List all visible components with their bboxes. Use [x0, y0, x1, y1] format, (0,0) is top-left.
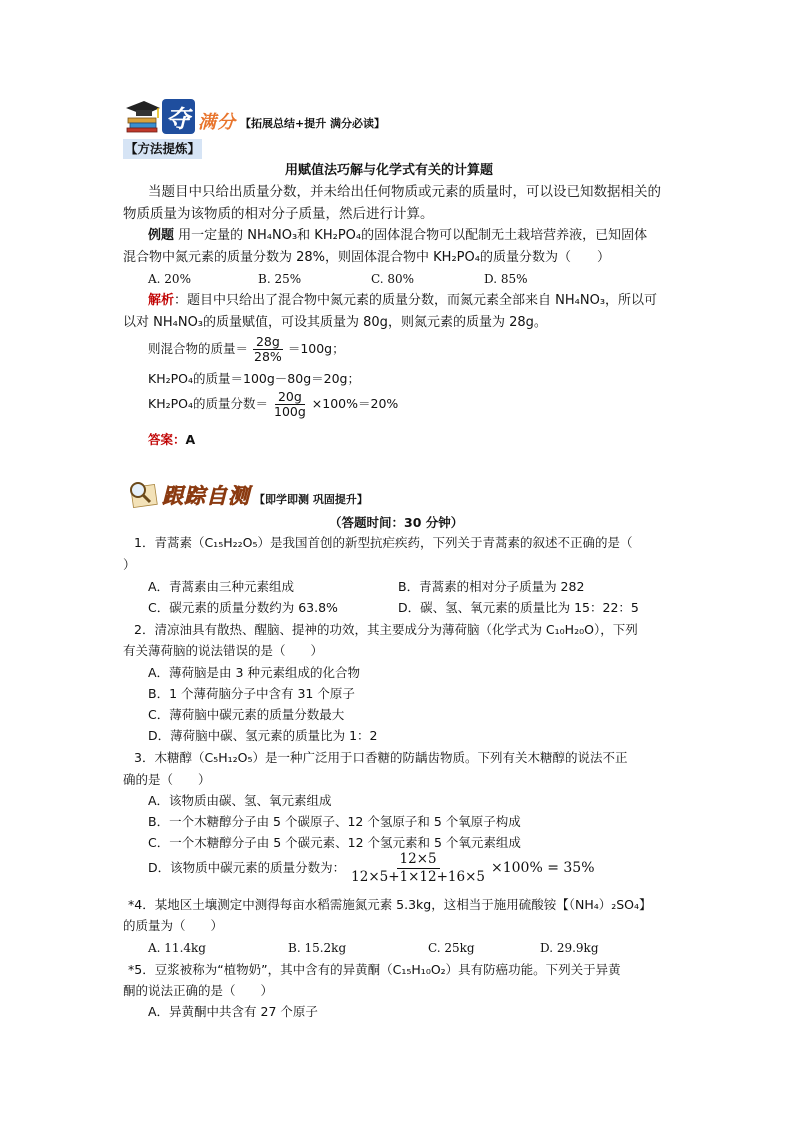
banner-subtitle: 【拓展总结+提升 满分必读】 [240, 117, 386, 130]
calc-kh2po4-mass: KH₂PO₄的质量＝100g－80g＝20g； [148, 371, 360, 386]
q4-line-2: 的质量为（ ） [123, 918, 224, 933]
calc1-numerator: 28g [253, 335, 283, 350]
q3-option-d-fraction [348, 851, 488, 886]
q4-option-c: C. 25kg [428, 941, 475, 955]
q2-option-b: B．1 个薄荷脑分子中含有 31 个原子 [148, 686, 355, 701]
calc-mixture-mass [148, 334, 345, 364]
q2-option-d: D．薄荷脑中碳、氢元素的质量比为 1：2 [148, 728, 378, 743]
calc3-prefix: KH₂PO₄的质量分数＝ [148, 396, 268, 411]
intro-line-2: 物质质量为该物质的相对分子质量，然后进行计算。 [123, 206, 434, 222]
method-label: 【方法提炼】 [123, 139, 202, 159]
q2-option-c: C．薄荷脑中碳元素的质量分数最大 [148, 707, 345, 722]
q3-line-2: 确的是（ ） [123, 772, 211, 787]
answer-time-note: （答题时间：30 分钟） [329, 515, 464, 530]
q3-option-d-denominator: 12×5+1×12+16×5 [351, 869, 486, 885]
analysis-line-2: 以对 NH₄NO₃的质量赋值，可设其质量为 80g，则氮元素的质量为 28g。 [123, 315, 547, 330]
q4-option-d: D. 29.9kg [540, 941, 599, 955]
q3-option-d-suffix: ×100% = 35% [491, 860, 595, 876]
q1-option-a: A．青蒿素由三种元素组成 [148, 579, 295, 594]
banner-title-manfen: 满分 [198, 112, 236, 133]
q1-option-c: C．碳元素的质量分数约为 63.8% [148, 600, 338, 615]
example-label: 例题 [148, 228, 175, 243]
q1-line-2: ） [123, 557, 136, 572]
q3-option-b: B．一个木糖醇分子由 5 个碳原子、12 个氢原子和 5 个氧原子构成 [148, 814, 521, 829]
q3-option-d-prefix: D．该物质中碳元素的质量分数为： [148, 860, 346, 875]
calc3-denominator: 100g [274, 404, 306, 419]
q3-line-1: 3．木糖醇（C₅H₁₂O₅）是一种广泛用于口香糖的防龋齿物质。下列有关木糖醇的说法不正 [134, 750, 628, 765]
answer-line [148, 430, 195, 450]
banner-header-1 [124, 96, 385, 134]
calc3-suffix: ×100%＝20% [311, 396, 399, 411]
banner2-subtitle: 【即学即测 巩固提升】 [254, 493, 368, 506]
mortarboard-books-icon [124, 96, 162, 134]
banner2-title: 跟踪自测 [162, 484, 250, 508]
q5-line-1: *5．豆浆被称为“植物奶”，其中含有的异黄酮（C₁₅H₁₀O₂）具有防癌功能。下列关于异黄 [128, 962, 621, 977]
q3-option-a: A．该物质由碳、氢、氧元素组成 [148, 793, 332, 808]
q4-line-1: *4．某地区土壤测定中测得每亩水稻需施氮元素 5.3kg，这相当于施用硫酸铵【（NH₄）₂SO₄】 [128, 897, 652, 912]
q1-line-1: 1．青蒿素（C₁₅H₂₂O₅）是我国首创的新型抗疟疾药，下列关于青蒿素的叙述不正确的是（ [134, 535, 633, 550]
calc3-numerator: 20g [275, 390, 305, 405]
analysis-text-1: ：题目中只给出了混合物中氮元素的质量分数，而氮元素全部来自 NH₄NO₃，所以可 [174, 293, 658, 308]
q3-option-d [148, 851, 595, 886]
q2-line-1: 2．清凉油具有散热、醒脑、提神的功效，其主要成分为薄荷脑（化学式为 C₁₀H₂₀O），下列 [134, 622, 638, 637]
q2-option-a: A．薄荷脑是由 3 种元素组成的化合物 [148, 665, 360, 680]
answer-value: A [185, 432, 196, 447]
analysis-label: 解析 [148, 293, 175, 308]
q4-options [148, 938, 599, 958]
q1-option-b: B．青蒿素的相对分子质量为 282 [398, 579, 585, 594]
banner-header-2 [126, 478, 368, 510]
calc-kh2po4-fraction [148, 389, 398, 419]
intro-line-1: 当题目中只给出质量分数，并未给出任何物质或元素的质量时，可以设已知数据相关的 [148, 184, 661, 200]
example-line-2: 混合物中氮元素的质量分数为 28%，则固体混合物中 KH₂PO₄的质量分数为（ ） [123, 250, 610, 265]
example-line-1 [148, 226, 647, 246]
q3-option-d-numerator: 12×5 [397, 851, 440, 869]
calc1-denominator: 28% [254, 349, 282, 364]
answer-label: 答案： [148, 432, 186, 447]
q3-option-c: C．一个木糖醇分子由 5 个碳元素、12 个氢元素和 5 个氧元素组成 [148, 835, 521, 850]
q1-options-row-2 [148, 598, 639, 618]
q4-option-a: A. 11.4kg [148, 941, 206, 955]
calc1-suffix: ＝100g； [287, 341, 345, 356]
method-title: 用赋值法巧解与化学式有关的计算题 [285, 163, 494, 178]
example-option-a: A. 20% [148, 272, 191, 286]
calc1-prefix: 则混合物的质量＝ [148, 341, 249, 356]
q5-line-2: 酮的说法正确的是（ ） [123, 983, 274, 998]
example-option-c: C. 80% [371, 272, 415, 286]
banner-title-duo: 夺 [162, 99, 195, 134]
q2-line-2: 有关薄荷脑的说法错误的是（ ） [123, 643, 324, 658]
calc1-fraction [251, 335, 285, 364]
calc3-fraction [271, 390, 309, 419]
q1-options-row-1 [148, 577, 584, 597]
example-option-d: D. 85% [484, 272, 528, 286]
example-text-1: 用一定量的 NH₄NO₃和 KH₂PO₄的固体混合物可以配制无土栽培营养液，已知固体 [178, 228, 648, 243]
q4-option-b: B. 15.2kg [288, 941, 347, 955]
q5-option-a: A．异黄酮中共含有 27 个原子 [148, 1004, 318, 1019]
analysis-line-1 [148, 291, 657, 311]
magnifier-paper-icon [126, 478, 162, 510]
example-option-b: B. 25% [258, 272, 302, 286]
example-options [148, 269, 528, 289]
q1-option-d: D．碳、氢、氧元素的质量比为 15：22：5 [398, 600, 639, 615]
